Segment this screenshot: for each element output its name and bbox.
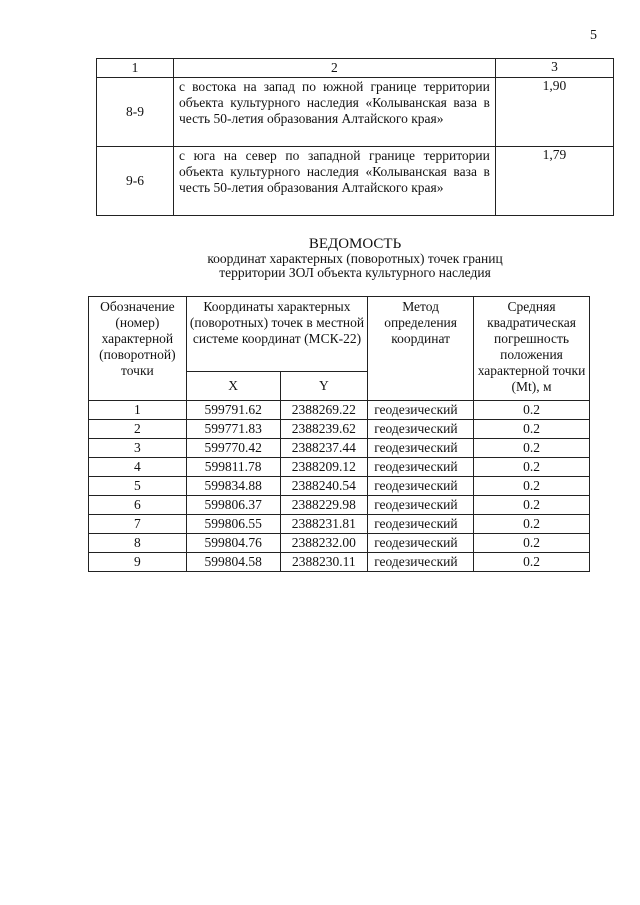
point-number: 8: [89, 534, 187, 553]
table-row: [89, 477, 590, 496]
coord-y: 2388231.81: [280, 515, 368, 534]
header-error: Средняя квадратическая погрешность положения характерной точки (Mt), м: [474, 297, 590, 401]
point-number: 1: [89, 401, 187, 420]
coord-y: 2388209.12: [280, 458, 368, 477]
header-point-designation: Обозначение (номер) характерной (поворотной) точки: [89, 297, 187, 401]
coord-x: 599806.55: [186, 515, 280, 534]
point-number: 4: [89, 458, 187, 477]
coord-error: 0.2: [474, 477, 590, 496]
coordinates-table: [88, 296, 590, 572]
segment-description: с юга на север по западной границе территории объекта культурного наследия «Колыванская ваза в честь 50-летия образования Алтайского края»: [173, 147, 495, 216]
coord-x: 599806.37: [186, 496, 280, 515]
coord-x: 599804.58: [186, 553, 280, 572]
coord-error: 0.2: [474, 496, 590, 515]
table-row: [89, 439, 590, 458]
table-row: [89, 420, 590, 439]
coord-error: 0.2: [474, 534, 590, 553]
coords-header-row-1: [89, 297, 590, 372]
coord-method: геодезический: [368, 534, 474, 553]
point-number: 3: [89, 439, 187, 458]
coord-method: геодезический: [368, 458, 474, 477]
coord-method: геодезический: [368, 420, 474, 439]
coords-body: [89, 401, 590, 572]
segments-header-col-2: 2: [173, 59, 495, 78]
document-subtitle-line-1: координат характерных (поворотных) точек границ: [207, 251, 503, 266]
coord-y: 2388237.44: [280, 439, 368, 458]
point-number: 9: [89, 553, 187, 572]
segment-length: 1,79: [495, 147, 613, 216]
header-coordinates: Координаты характерных (поворотных) точек в местной системе координат (МСК-22): [186, 297, 367, 372]
coord-error: 0.2: [474, 553, 590, 572]
coord-method: геодезический: [368, 553, 474, 572]
table-row: [97, 78, 614, 147]
segment-length: 1,90: [495, 78, 613, 147]
header-method: Метод определения координат: [368, 297, 474, 401]
page-number: 5: [590, 28, 597, 43]
document-subtitle-line-2: территории ЗОЛ объекта культурного наследия: [219, 265, 491, 280]
coord-x: 599834.88: [186, 477, 280, 496]
table-row: [89, 553, 590, 572]
coord-error: 0.2: [474, 515, 590, 534]
coord-method: геодезический: [368, 496, 474, 515]
point-number: 6: [89, 496, 187, 515]
segment-label: 9-6: [97, 147, 174, 216]
coord-method: геодезический: [368, 477, 474, 496]
coord-error: 0.2: [474, 420, 590, 439]
table-row: [89, 496, 590, 515]
table-row: [89, 515, 590, 534]
table-row: [89, 534, 590, 553]
coord-y: 2388229.98: [280, 496, 368, 515]
coord-x: 599771.83: [186, 420, 280, 439]
coord-method: геодезический: [368, 401, 474, 420]
coord-method: геодезический: [368, 515, 474, 534]
point-number: 7: [89, 515, 187, 534]
table-row: [89, 401, 590, 420]
coord-x: 599770.42: [186, 439, 280, 458]
coord-x: 599791.62: [186, 401, 280, 420]
coord-method: геодезический: [368, 439, 474, 458]
coord-error: 0.2: [474, 401, 590, 420]
header-y: Y: [280, 372, 368, 401]
segments-header-col-1: 1: [97, 59, 174, 78]
table-row: [89, 458, 590, 477]
segment-label: 8-9: [97, 78, 174, 147]
table-row: [97, 147, 614, 216]
coord-y: 2388230.11: [280, 553, 368, 572]
segments-header-col-3: 3: [495, 59, 613, 78]
coord-y: 2388232.00: [280, 534, 368, 553]
statement-title-block: [96, 236, 614, 280]
point-number: 2: [89, 420, 187, 439]
coord-x: 599804.76: [186, 534, 280, 553]
coord-y: 2388240.54: [280, 477, 368, 496]
coord-error: 0.2: [474, 458, 590, 477]
coord-y: 2388269.22: [280, 401, 368, 420]
segment-description: с востока на запад по южной границе территории объекта культурного наследия «Колыванская ваза в честь 50-летия образования Алтайского края»: [173, 78, 495, 147]
coord-y: 2388239.62: [280, 420, 368, 439]
boundary-segments-table: [96, 58, 614, 216]
point-number: 5: [89, 477, 187, 496]
header-x: X: [186, 372, 280, 401]
segments-table-header: [97, 59, 614, 78]
document-title: ВЕДОМОСТЬ: [308, 236, 402, 252]
coord-x: 599811.78: [186, 458, 280, 477]
coord-error: 0.2: [474, 439, 590, 458]
